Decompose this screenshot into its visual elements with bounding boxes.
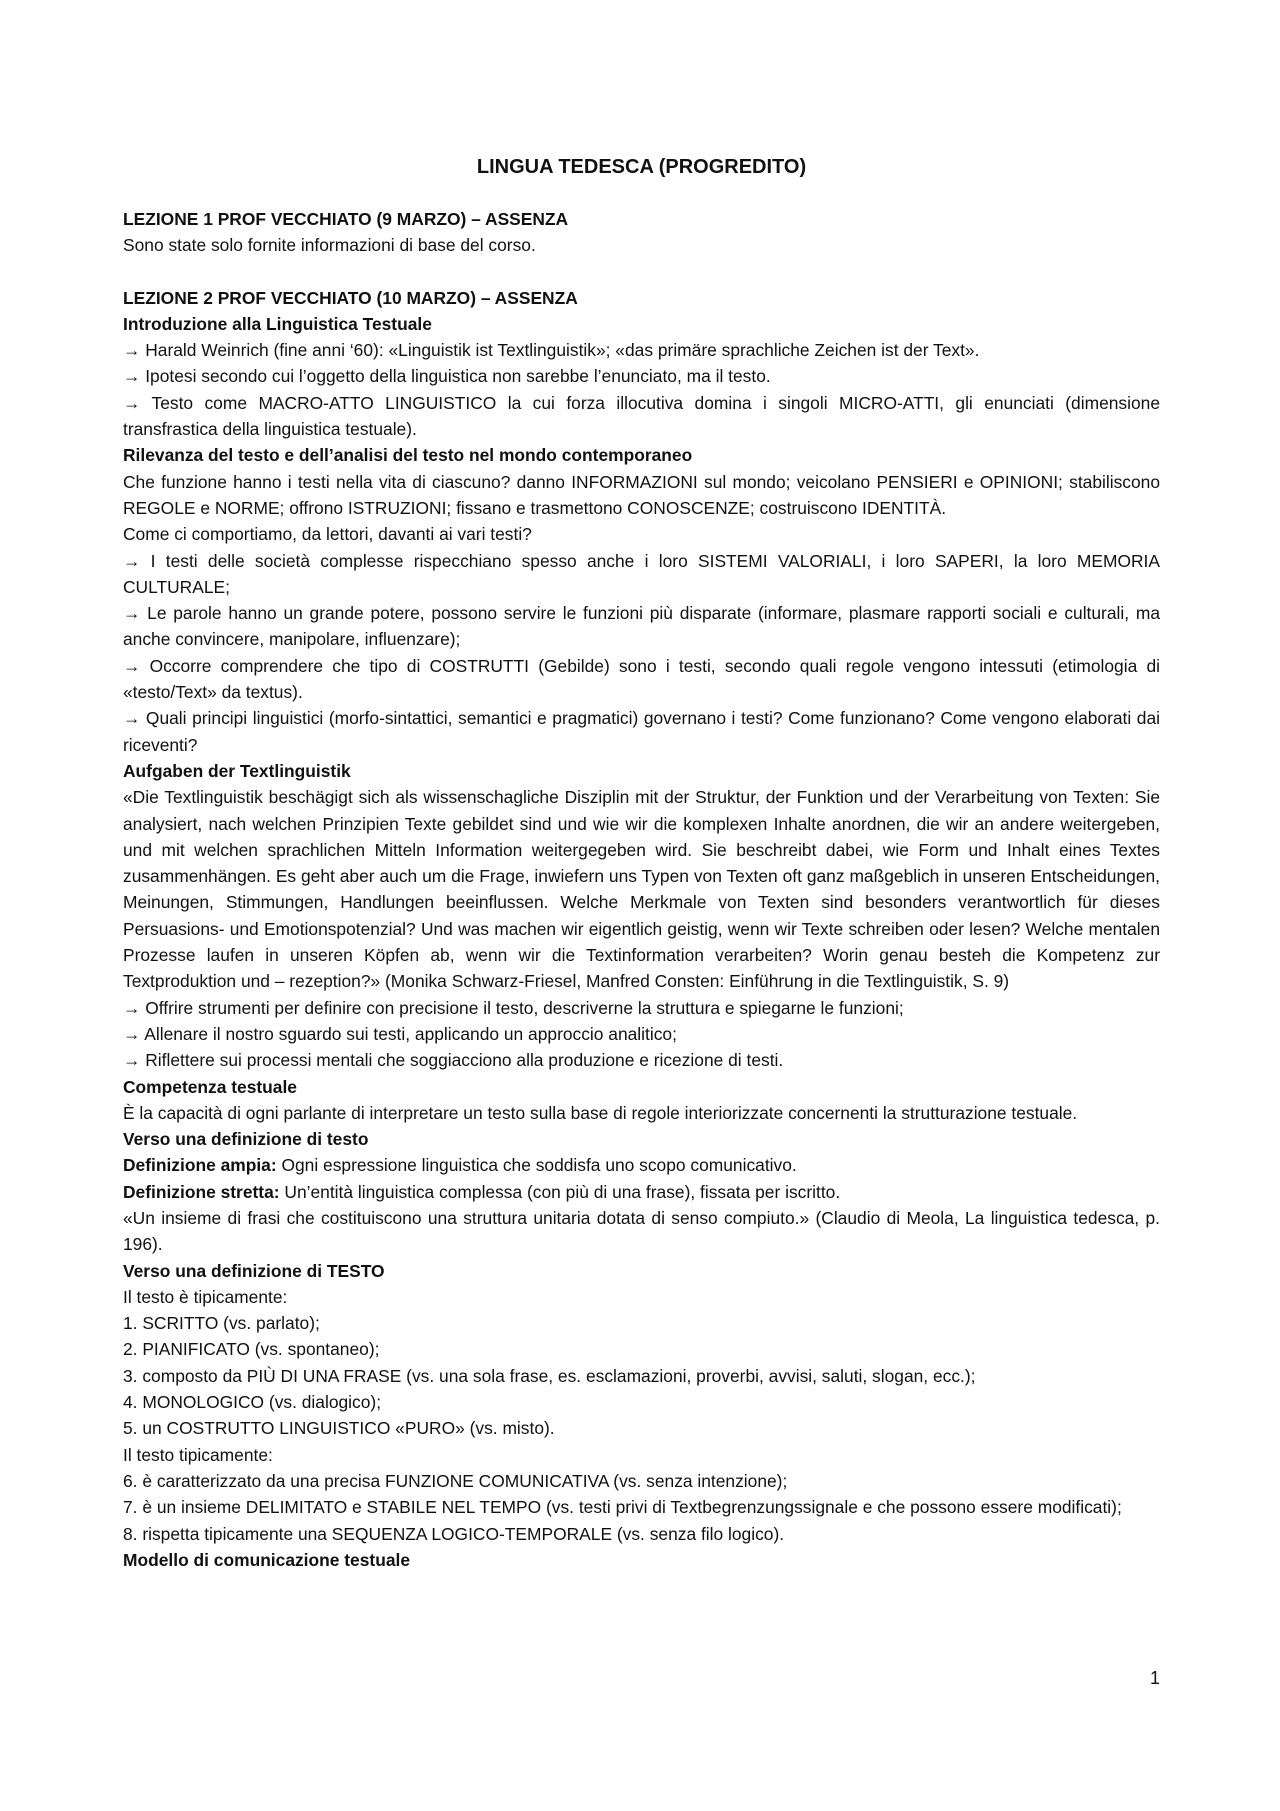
definizione-heading: Verso una definizione di testo <box>123 1129 369 1150</box>
lesson1-text: Sono state solo fornite informazioni di base del corso. <box>123 235 536 256</box>
intro-paragraph-1: → Harald Weinrich (fine anni ‘60): «Linguistik ist Textlinguistik»; «das primäre sprachliche Zeichen ist der Text». <box>123 340 980 361</box>
definizione-ampia-label: Definizione ampia: <box>123 1155 277 1176</box>
rilevanza-paragraph-1: Che funzione hanno i testi nella vita di ciascuno? danno INFORMAZIONI sul mondo; veicolano PENSIERI e OPINIONI; stabiliscono REGOLE e NORME; offrono ISTRUZIONI; fissano e trasmettono CONOSCENZE; costruiscono IDENTITÀ. <box>123 471 1160 518</box>
rilevanza-paragraph-3: → I testi delle società complesse rispecchiano spesso anche i loro SISTEMI VALORIALI, i loro SAPERI, la loro MEMORIA CULTURALE; <box>123 550 1160 597</box>
modello-heading: Modello di comunicazione testuale <box>123 1549 410 1570</box>
rilevanza-paragraph-4: → Le parole hanno un grande potere, possono servire le funzioni più disparate (informare, plasmare rapporti sociali e culturali, ma anche convincere, manipolare, influenzare); <box>123 603 1160 650</box>
rilevanza-paragraph-2: Come ci comportiamo, da lettori, davanti ai vari testi? <box>123 524 532 545</box>
page-body <box>123 128 1160 1573</box>
list-item: 2. PIANIFICATO (vs. spontaneo); <box>123 1339 380 1360</box>
definizione-stretta-label: Definizione stretta: <box>123 1181 280 1202</box>
list-item: 3. composto da PIÙ DI UNA FRASE (vs. una sola frase, es. esclamazioni, proverbi, avvisi, saluti, slogan, ecc.); <box>123 1365 976 1386</box>
competenza-heading: Competenza testuale <box>123 1076 297 1097</box>
spacer <box>123 259 1160 285</box>
list-item: 1. SCRITTO (vs. parlato); <box>123 1313 320 1334</box>
aufgaben-paragraph-1: → Offrire strumenti per definire con precisione il testo, descriverne la struttura e spiegarne le funzioni; <box>123 997 904 1018</box>
rilevanza-heading: Rilevanza del testo e dell’analisi del testo nel mondo contemporaneo <box>123 445 693 466</box>
aufgaben-heading: Aufgaben der Textlinguistik <box>123 760 351 781</box>
intro-heading: Introduzione alla Linguistica Testuale <box>123 313 432 334</box>
intro-paragraph-2: → Ipotesi secondo cui l’oggetto della linguistica non sarebbe l’enunciato, ma il testo. <box>123 366 771 387</box>
rilevanza-paragraph-6: → Quali principi linguistici (morfo-sintattici, semantici e pragmatici) governano i testi? Come funzionano? Come vengono elaborati dai riceventi? <box>123 708 1160 755</box>
lesson1-heading: LEZIONE 1 PROF VECCHIATO (9 MARZO) – ASSENZA <box>123 209 569 229</box>
rilevanza-paragraph-5: → Occorre comprendere che tipo di COSTRUTTI (Gebilde) sono i testi, secondo quali regole vengono intessuti (etimologia di «testo/Text» da textus). <box>123 655 1160 703</box>
list-item: 7. è un insieme DELIMITATO e STABILE NEL TEMPO (vs. testi privi di Textbegrenzungssignale e che possono essere modificati); <box>123 1497 1122 1518</box>
document-title: LINGUA TEDESCA (PROGREDITO) <box>476 156 807 178</box>
competenza-text: È la capacità di ogni parlante di interpretare un testo sulla base di regole interiorizzate concernenti la strutturazione testuale. <box>123 1102 1078 1123</box>
definizione-stretta-text: Un’entità linguistica complessa (con più di una frase), fissata per iscritto. <box>279 1181 841 1202</box>
definizione-quote: «Un insieme di frasi che costituiscono una struttura unitaria dotata di senso compiuto.» (Claudio di Meola, La linguistica tedesca, p. 196). <box>123 1207 1160 1255</box>
list-item: 8. rispetta tipicamente una SEQUENZA LOGICO-TEMPORALE (vs. senza filo logico). <box>123 1523 785 1544</box>
definizione-stretta <box>123 1179 1160 1205</box>
definizione2-intro-2: Il testo tipicamente: <box>123 1444 273 1465</box>
list-item: 4. MONOLOGICO (vs. dialogico); <box>123 1392 382 1413</box>
aufgaben-paragraph-2: → Allenare il nostro sguardo sui testi, applicando un approccio analitico; <box>123 1023 677 1044</box>
aufgaben-paragraph-3: → Riflettere sui processi mentali che soggiacciono alla produzione e ricezione di testi. <box>123 1050 784 1071</box>
list-item: 6. è caratterizzato da una precisa FUNZIONE COMUNICATIVA (vs. senza intenzione); <box>123 1470 788 1491</box>
definizione2-intro-1: Il testo è tipicamente: <box>123 1286 288 1307</box>
aufgaben-quote: «Die Textlinguistik beschägigt sich als wissenschagliche Disziplin mit der Struktur, der Funktion und der Verarbeitung von Texten: Sie analysiert, nach welchen Prinzipien Texte gebildet sind und wie wir die komplexen Inhalte anordnen, die wir an andere weitergeben, und mit welchen sprachlichen Mitteln Information weitergegeben wird. Sie beschreibt dabei, wie Form und Inhalt eines Textes zusammenhängen. Es geht aber auch um die Frage, inwiefern uns Typen von Texten oft ganz maßgeblich in unseren Entscheidungen, Meinungen, Stimmungen, Handlungen beeinflussen. Welche Merkmale von Texten sind besonders verantwortlich für dieses Persuasions- und Emotionspotenzial? Und was machen wir eigentlich geistig, wenn wir Texte schreiben oder lesen? Welche mentalen Prozesse laufen in unseren Köpfen ab, wenn wir die Textinformation verarbeiten? Worin genau besteh die Kompetenz zur Textproduktion und – rezeption?» (Monika Schwarz-Friesel, Manfred Consten: Einführung in die Textlinguistik, S. 9) <box>123 787 1160 992</box>
definizione-ampia-text: Ogni espressione linguistica che soddisfa uno scopo comunicativo. <box>276 1155 797 1176</box>
list-item: 5. un COSTRUTTO LINGUISTICO «PURO» (vs. misto). <box>123 1418 555 1439</box>
intro-paragraph-3: → Testo come MACRO-ATTO LINGUISTICO la cui forza illocutiva domina i singoli MICRO-ATTI, gli enunciati (dimensione transfrastica della linguistica testuale). <box>123 392 1160 440</box>
page-number: 1 <box>1149 1668 1160 1688</box>
lesson2-heading: LEZIONE 2 PROF VECCHIATO (10 MARZO) – ASSENZA <box>123 287 578 308</box>
definizione2-heading: Verso una definizione di TESTO <box>123 1260 385 1281</box>
definizione-ampia <box>123 1152 1160 1178</box>
